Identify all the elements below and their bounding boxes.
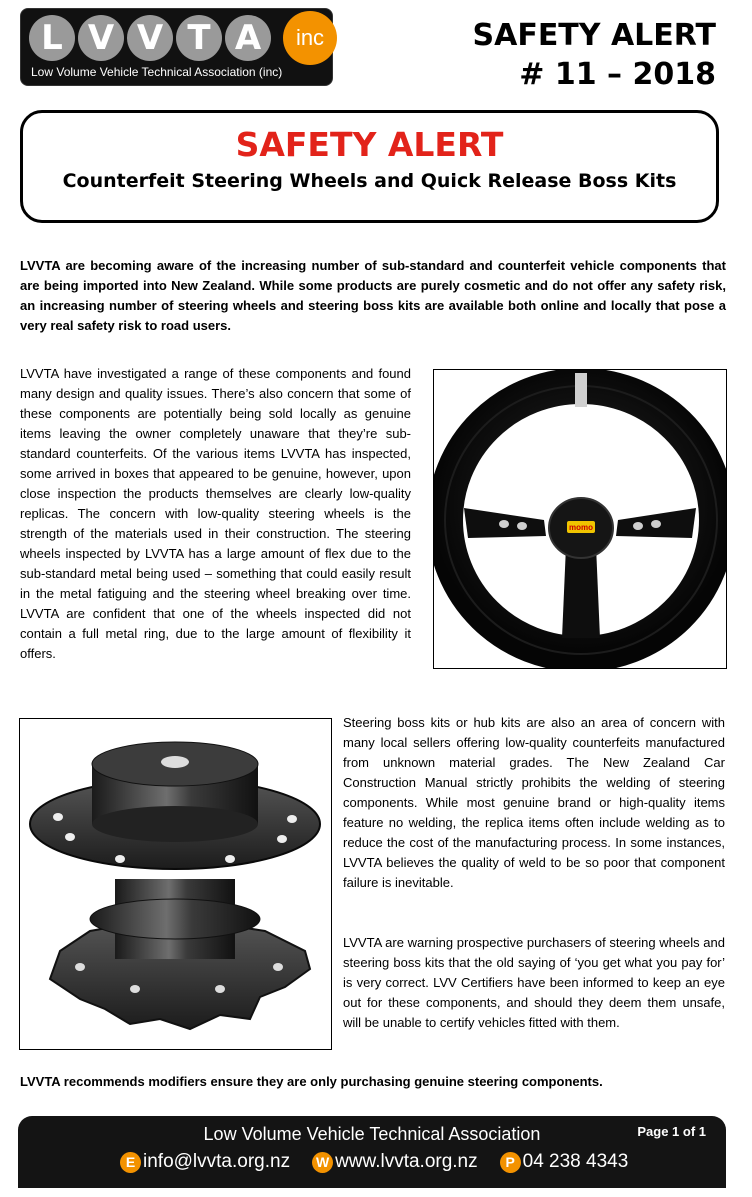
spoke-hole [651,520,661,528]
header-line-1: SAFETY ALERT [472,18,716,53]
steering-wheel-illustration [434,370,726,668]
lvvta-logo [20,8,333,86]
steering-wheel-image [433,369,727,669]
bolt-hole [115,855,125,863]
spoke-hole [517,522,527,530]
logo-letters [29,15,271,61]
phone-number[interactable]: 04 238 4343 [522,1151,629,1172]
phone-icon: P [500,1152,521,1173]
bolt-hole [65,833,75,841]
upper-hub-base [92,806,258,842]
page-subtitle: Counterfeit Steering Wheels and Quick Release Boss Kits [62,170,677,192]
alert-number-header [473,16,717,94]
spoke-hole [633,522,643,530]
bolt-hole [225,855,235,863]
release-collar [90,899,260,939]
logo-letter: T [176,15,222,61]
title-box [20,110,719,223]
footer-org-name: Low Volume Vehicle Technical Association [203,1124,541,1144]
web-contact[interactable] [312,1151,478,1173]
web-icon: W [312,1152,333,1173]
logo-letter: V [127,15,173,61]
website-link[interactable]: www.lvvta.org.nz [335,1151,478,1172]
logo-letter: L [29,15,75,61]
logo-subtitle: Low Volume Vehicle Technical Association (inc) [31,65,283,79]
page-number: Page 1 of 1 [637,1124,706,1139]
header-line-2: # 11 – 2018 [519,57,716,92]
footer [18,1116,726,1188]
contact-details [120,1151,650,1173]
spoke-hole [499,520,509,528]
momo-badge-text: momo [569,523,593,532]
recommendation-paragraph: LVVTA recommends modifiers ensure they are only purchasing genuine steering components. [20,1074,603,1089]
bolt-hole [130,985,140,993]
logo-letter: V [78,15,124,61]
logo-inc-badge: inc [283,11,337,65]
warning-paragraph: LVVTA are warning prospective purchasers of steering wheels and steering boss kits that the old saying of ‘you get what you pay for’ is very correct. LVV Certifiers have been informed to keep an eye out for these components, and should they deem them unsafe, will be unable to certify vehicles fitted with them. [343,935,725,1030]
bolt-hole [53,813,63,821]
bolt-hole [75,963,85,971]
phone-contact[interactable] [500,1151,629,1173]
boss-kit-illustration [20,719,331,1049]
wheel-paragraph: LVVTA have investigated a range of these components and found many design and quality issues. There’s also concern that some of these components are potentially being sold locally as genuine items leaving the owner completely unaware that they’re sub-standard counterfeits. Of the various items LVVTA has inspected, some arrived in boxes that appeared to be genuine, however, upon close inspection the products themselves are clearly low-quality replicas. The concern with low-quality steering wheels is the strength of the materials used in their construction. The steering wheels inspected by LVVTA has a large amount of flex due to the sub-standard metal being used – something that could easily result in the metal fatiguing and the steering wheel breaking over time. LVVTA are confident that one of the wheels inspected did not contain a full metal ring, due to the large amount of flexibility it offers. [20,366,411,661]
logo-letter: A [225,15,271,61]
bolt-hole [277,835,287,843]
boss-kit-image [19,718,332,1050]
email-contact[interactable] [120,1151,290,1173]
email-link[interactable]: info@lvvta.org.nz [143,1151,291,1172]
bolt-hole [287,815,297,823]
email-icon: E [120,1152,141,1173]
boss-kit-paragraph: Steering boss kits or hub kits are also an area of concern with many local sellers offering low-quality counterfeits manufactured from unknown material grades. The New Zealand Car Construction Manual strictly prohibits the welding of steering components. While most genuine brand or high-quality items feature no welding, the replica items often include welding as to reduce the cost of the manufacturing process. In some instances, LVVTA believes the quality of weld to be so poor that component failure is inevitable. [343,715,725,890]
intro-paragraph: LVVTA are becoming aware of the increasing number of sub-standard and counterfeit vehicle components that are being imported into New Zealand. While some products are purely cosmetic and do not offer any safety risk, an increasing number of steering wheels and steering boss kits are available both online and locally that pose a very real safety risk to road users. [20,258,726,333]
top-marker [575,373,587,407]
center-hole [161,756,189,768]
page-title: SAFETY ALERT [235,125,504,164]
bottom-spoke [562,546,600,638]
bolt-hole [273,963,283,971]
bolt-hole [215,985,225,993]
